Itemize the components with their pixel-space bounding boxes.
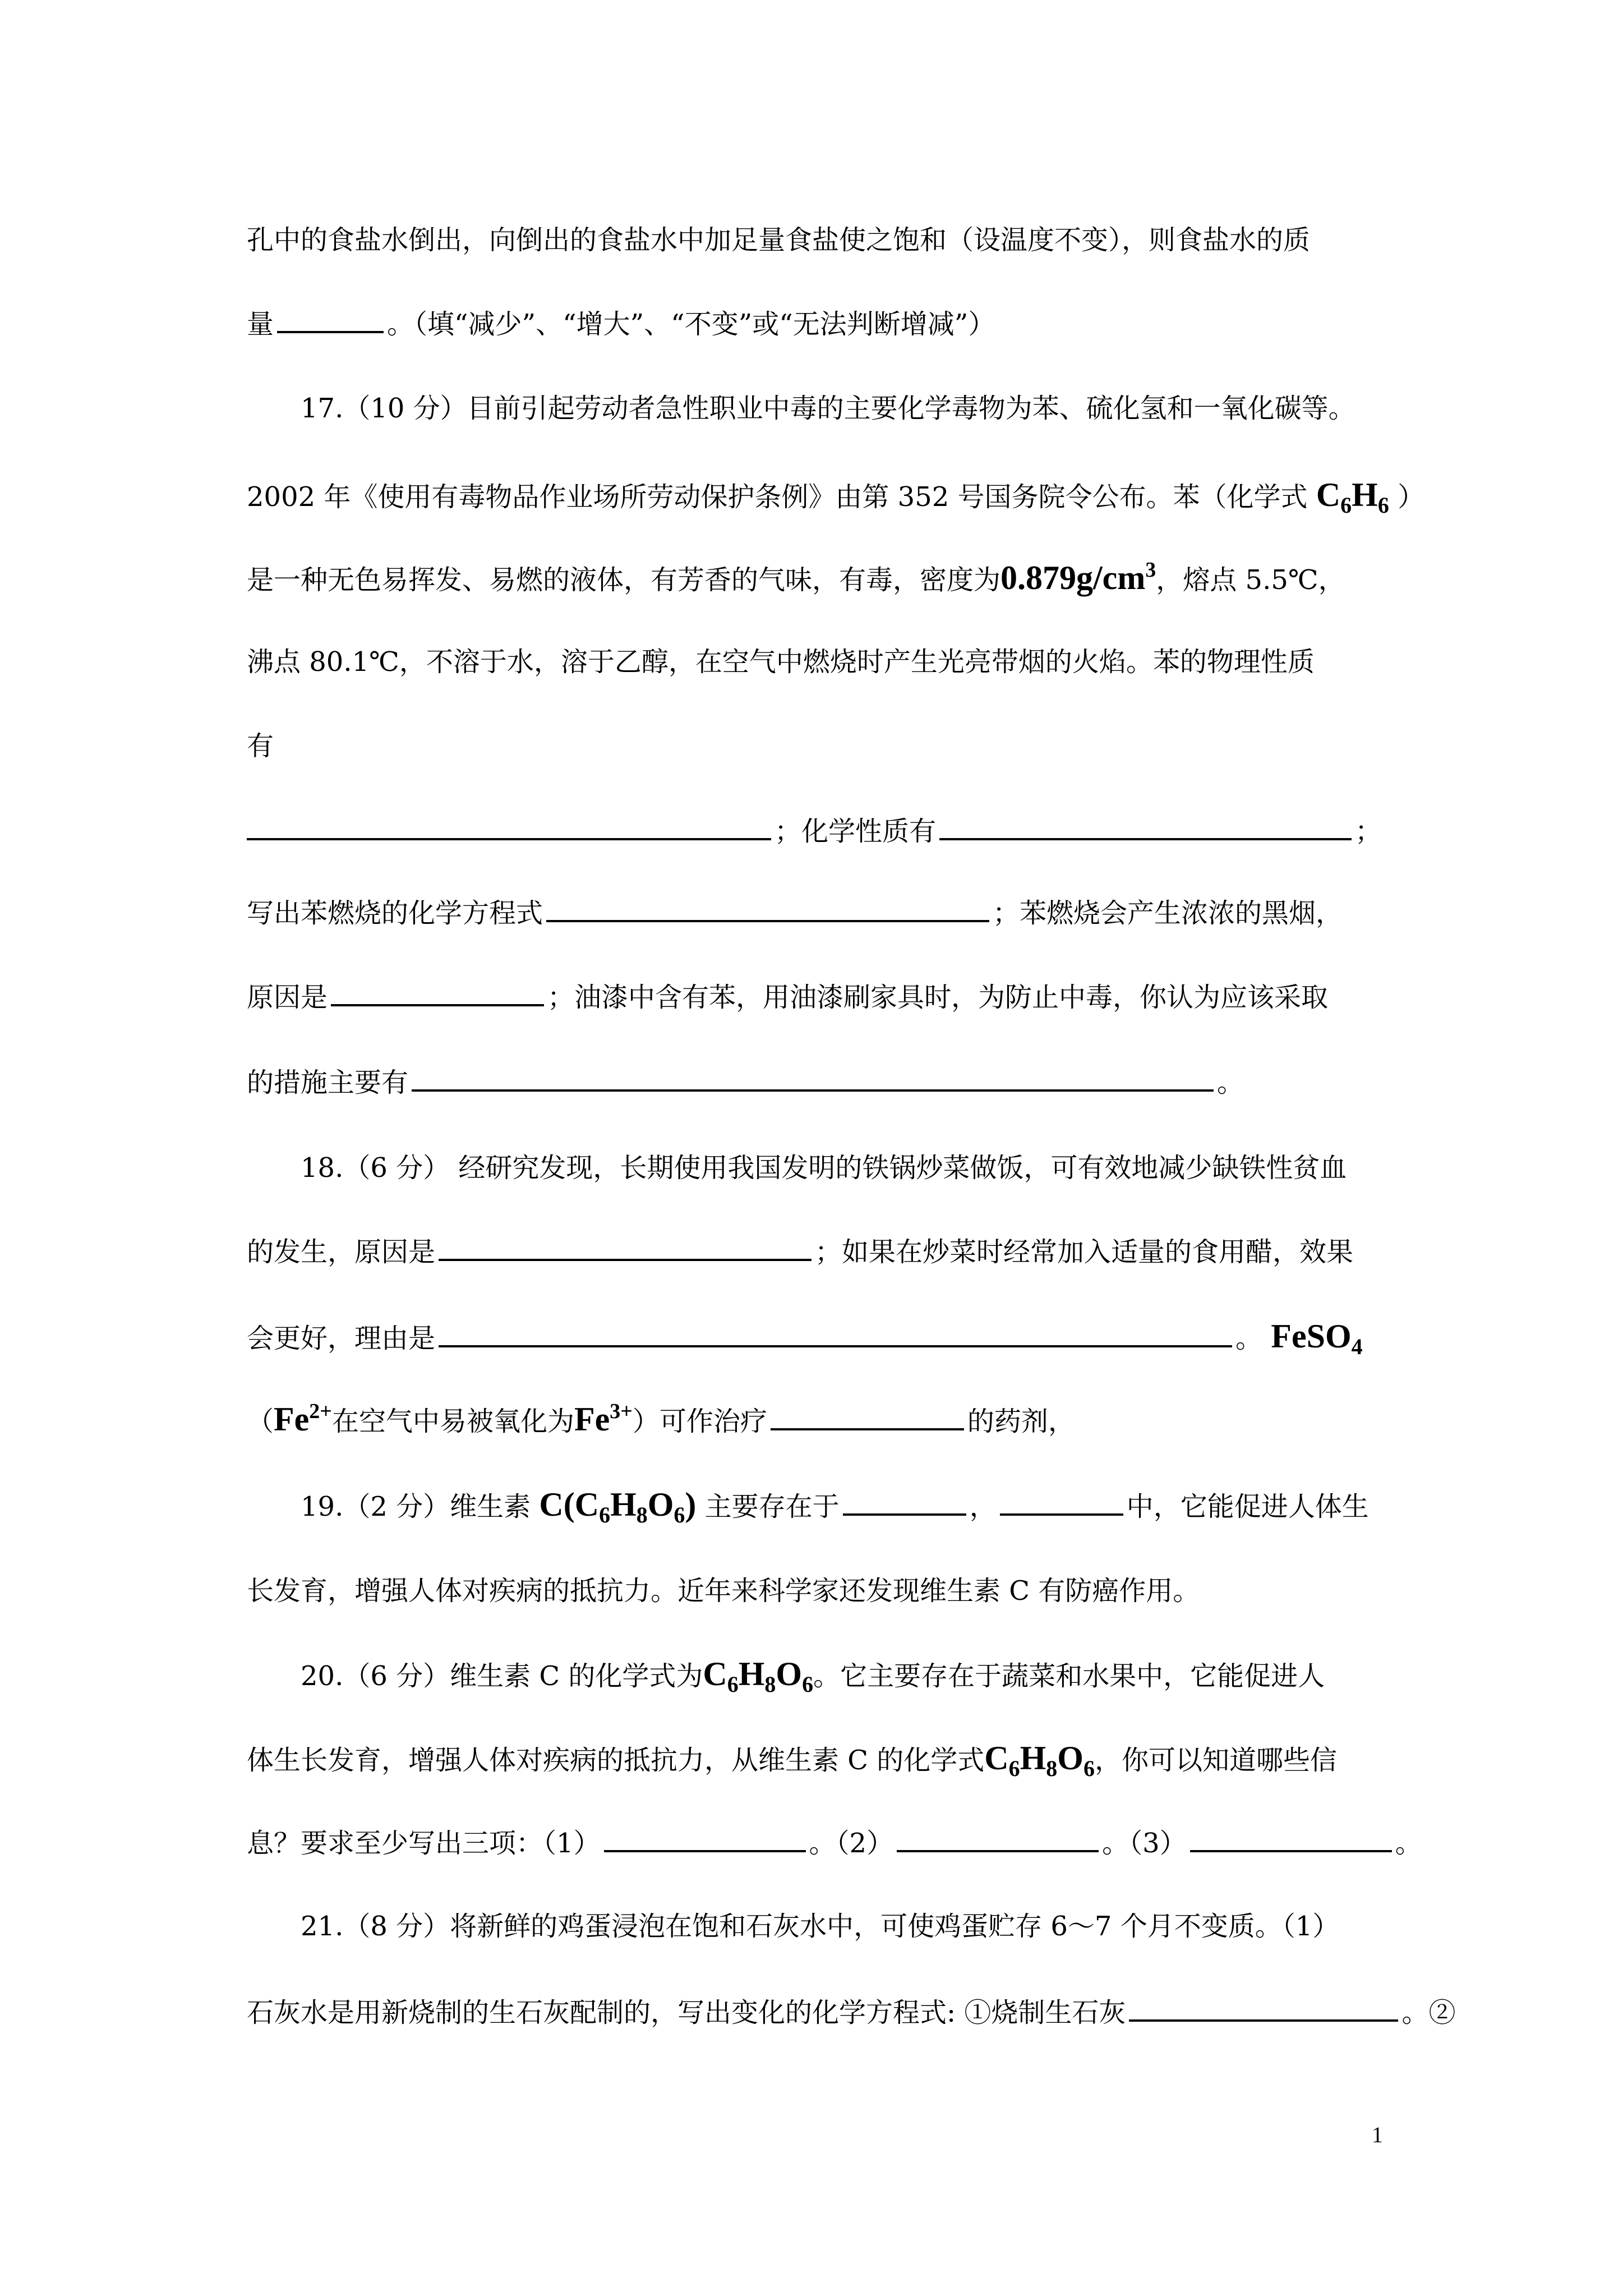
q17-line-5: 有 — [247, 730, 274, 762]
q21-text: 石灰水是用新烧制的生石灰配制的，写出变化的化学方程式: ①烧制生石灰 — [247, 1997, 1126, 2028]
q17-line-2 — [247, 476, 1425, 518]
q19-text: 主要存在于 — [704, 1491, 840, 1522]
q17-line-6 — [247, 813, 1382, 848]
fe3-ion: $Fe^{3+}$ — [574, 1400, 633, 1438]
fe2-ion: $Fe^{2+}$ — [274, 1400, 332, 1438]
q20-line-3 — [247, 1825, 1422, 1860]
density-value: $0.879g/cm^3$ — [1000, 558, 1156, 596]
q17-text: 原因是 — [247, 982, 328, 1013]
q20-text: 息？要求至少写出三项：（1） — [247, 1828, 601, 1859]
q21-line-2 — [247, 1995, 1455, 2030]
q16-line-2 — [247, 306, 995, 341]
q19-line-2: 长发育，增强人体对疾病的抵抗力。近年来科学家还发现维生素 C 有防癌作用。 — [247, 1575, 1200, 1607]
vitamin-c-formula: $C_6H_8O_6$ — [703, 1655, 814, 1697]
answer-blank[interactable] — [277, 306, 384, 333]
q17-text: ；苯燃烧会产生浓浓的黑烟， — [993, 898, 1343, 929]
benzene-formula: $C_6H_6$ — [1316, 476, 1389, 518]
answer-blank[interactable] — [897, 1825, 1099, 1852]
q17-line-4: 沸点 80.1℃，不溶于水，溶于乙醇，在空气中燃烧时产生光亮带烟的火焰。苯的物理性质 — [247, 646, 1315, 678]
answer-blank[interactable] — [604, 1825, 806, 1852]
answer-blank[interactable] — [1000, 1489, 1123, 1516]
q18-text: 在空气中易被氧化为 — [331, 1406, 574, 1437]
q20-text: 。 — [1395, 1828, 1422, 1859]
answer-blank[interactable] — [1129, 1995, 1398, 2022]
q20-line-2 — [247, 1740, 1337, 1781]
q17-line-3 — [247, 558, 1345, 597]
q17-line-8 — [247, 979, 1328, 1014]
q17-text: ；油漆中含有苯，用油漆刷家具时，为防止中毒，你认为应该采取 — [547, 982, 1329, 1013]
q20-text: 。（2） — [809, 1828, 894, 1859]
q20-text: 体生长发育，增强人体对疾病的抵抗力，从维生素 C 的化学式 — [247, 1745, 985, 1776]
answer-blank[interactable] — [843, 1489, 966, 1516]
q18-text: 会更好，理由是 — [247, 1323, 436, 1354]
q20-line-1 — [301, 1655, 1325, 1697]
q17-text: 写出苯燃烧的化学方程式 — [247, 898, 543, 929]
q20-text: ，你可以知道哪些信 — [1094, 1745, 1337, 1776]
q20-text: 20.（6 分）维生素 C 的化学式为 — [301, 1660, 703, 1692]
q18-line-1: 18.（6 分） 经研究发现，长期使用我国发明的铁锅炒菜做饭，可有效地减少缺铁性贫血 — [301, 1152, 1347, 1184]
q17-text: 2002 年《使用有毒物品作业场所劳动保护条例》由第 352 号国务院令公布。苯（化学式 — [247, 481, 1308, 513]
q17-text: ） — [1398, 481, 1425, 513]
q16-text: 量 — [247, 309, 274, 340]
answer-blank[interactable] — [247, 813, 771, 840]
answer-blank[interactable] — [939, 813, 1352, 840]
q18-line-2 — [247, 1234, 1353, 1269]
q16-text: 。（填“减少”、“增大”、“不变”或“无法判断增减”） — [387, 309, 995, 340]
q19-text: 19.（2 分）维生素 — [301, 1491, 531, 1522]
feso4-formula: FeSO$_4$ — [1271, 1318, 1363, 1359]
q21-line-1: 21.（8 分）将新鲜的鸡蛋浸泡在饱和石灰水中，可使鸡蛋贮存 6～7 个月不变质。（1） — [301, 1911, 1340, 1942]
answer-blank[interactable] — [1190, 1825, 1392, 1852]
answer-blank[interactable] — [771, 1404, 964, 1430]
q18-text: （ — [247, 1406, 274, 1437]
q18-text: ）可作治疗 — [632, 1406, 767, 1437]
q17-text: 。 — [1217, 1067, 1244, 1098]
q19-text: 中，它能促进人体生 — [1126, 1491, 1369, 1522]
q18-line-4 — [247, 1402, 1075, 1438]
q17-text: 是一种无色易挥发、易燃的液体，有芳香的气味，有毒，密度为 — [247, 564, 1001, 596]
q17-text: ； — [1355, 816, 1382, 847]
q19-line-1 — [301, 1486, 1369, 1527]
answer-blank[interactable] — [412, 1065, 1214, 1092]
q18-text: 的药剂， — [967, 1406, 1075, 1437]
answer-blank[interactable] — [439, 1320, 1232, 1347]
q21-text: 。② — [1401, 1997, 1456, 2028]
q17-line-7 — [247, 895, 1343, 930]
q17-text: ；化学性质有 — [774, 816, 937, 847]
page-number: 1 — [1372, 2122, 1383, 2147]
answer-blank[interactable] — [439, 1234, 811, 1261]
q18-text: ；如果在炒菜时经常加入适量的食用醋，效果 — [815, 1236, 1354, 1268]
vitamin-c-formula: $C(C_6H_8O_6)$ — [539, 1486, 697, 1527]
q18-line-3 — [247, 1318, 1363, 1359]
q18-text: 的发生，原因是 — [247, 1236, 436, 1268]
q17-line-9 — [247, 1065, 1244, 1099]
q17-text: 的措施主要有 — [247, 1067, 409, 1098]
q17-text: ，熔点 5.5℃， — [1156, 564, 1345, 596]
vitamin-c-formula: $C_6H_8O_6$ — [984, 1740, 1095, 1781]
q20-text: 。（3） — [1102, 1828, 1187, 1859]
q17-line-1: 17.（10 分）目前引起劳动者急性职业中毒的主要化学毒物为苯、硫化氢和一氧化碳等。 — [301, 393, 1355, 424]
q19-text: ， — [969, 1491, 997, 1522]
q16-line-1: 孔中的食盐水倒出，向倒出的食盐水中加足量食盐使之饱和（设温度不变），则食盐水的质 — [247, 224, 1311, 256]
answer-blank[interactable] — [331, 979, 544, 1006]
answer-blank[interactable] — [546, 895, 989, 922]
q20-text: 。它主要存在于蔬菜和水果中，它能促进人 — [813, 1660, 1325, 1692]
q18-text: 。 — [1235, 1323, 1263, 1354]
